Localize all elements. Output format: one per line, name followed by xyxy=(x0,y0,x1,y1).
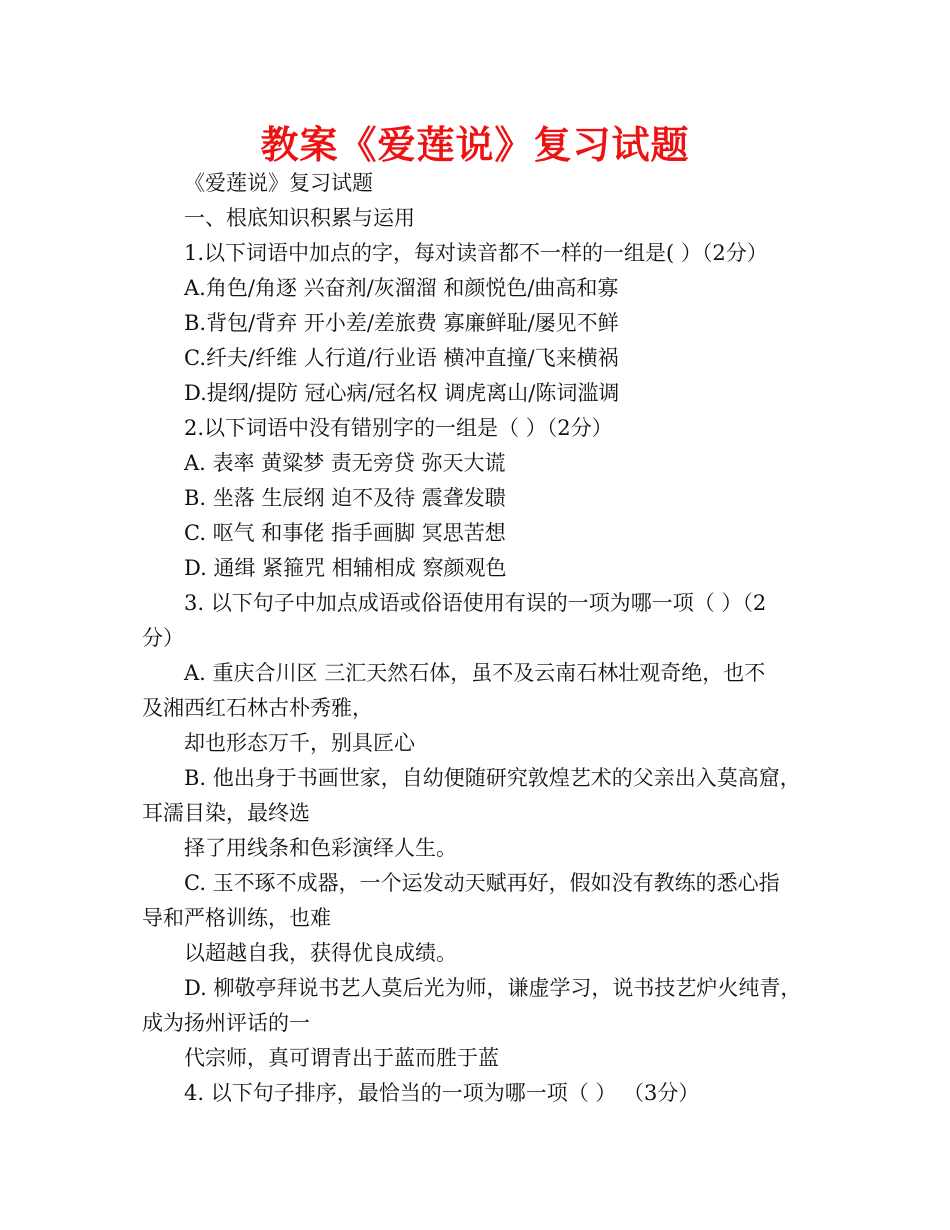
q1-option-c: C.纤夫/纤维 人行道/行业语 横冲直撞/飞来横祸 xyxy=(184,346,619,370)
q1-option-d: D.提纲/提防 冠心病/冠名权 调虎离山/陈词滥调 xyxy=(184,381,620,405)
page-title: 教案《爱莲说》复习试题 xyxy=(260,123,690,167)
q3-option-b: B. 他出身于书画世家，自幼便随研究敦煌艺术的父亲出入莫高窟， xyxy=(184,766,801,790)
question-4: 4. 以下句子排序，最恰当的一项为哪一项（ ） （3分） xyxy=(184,1081,700,1105)
q1-option-a: A.角色/角逐 兴奋剂/灰溜溜 和颜悦色/曲高和寡 xyxy=(184,276,619,300)
question-3: 3. 以下句子中加点成语或俗语使用有误的一项为哪一项（ ）（2 xyxy=(184,591,767,615)
q2-option-d: D. 通缉 紧箍咒 相辅相成 察颜观色 xyxy=(184,556,507,580)
q3-option-a-cont: 及湘西红石林古朴秀雅， xyxy=(142,696,373,720)
q3-option-d: D. 柳敬亭拜说书艺人莫后光为师，谦虚学习，说书技艺炉火纯青， xyxy=(184,976,802,1000)
section-heading: 一、根底知识积累与运用 xyxy=(184,206,415,230)
document-body xyxy=(142,166,814,1111)
question-3-cont: 分） xyxy=(142,626,184,650)
q3-option-c: C. 玉不琢不成器，一个运发动天赋再好，假如没有教练的悉心指 xyxy=(184,871,780,895)
subtitle: 《爱莲说》复习试题 xyxy=(184,171,373,195)
q3-option-a-cont2: 却也形态万千，别具匠心 xyxy=(184,731,415,755)
question-1: 1.以下词语中加点的字，每对读音都不一样的一组是( ）（2分） xyxy=(184,241,768,265)
q3-option-c-cont: 导和严格训练，也难 xyxy=(142,906,331,930)
q2-option-a: A. 表率 黄粱梦 责无旁贷 弥天大谎 xyxy=(184,451,506,475)
q2-option-b: B. 坐落 生辰纲 迫不及待 震聋发聩 xyxy=(184,486,506,510)
q2-option-c: C. 呕气 和事佬 指手画脚 冥思苦想 xyxy=(184,521,506,545)
q3-option-d-cont: 成为扬州评话的一 xyxy=(142,1011,310,1035)
q3-option-c-cont2: 以超越自我，获得优良成绩。 xyxy=(184,941,457,965)
q1-option-b: B.背包/背弃 开小差/差旅费 寡廉鲜耻/屡见不鲜 xyxy=(184,311,619,335)
q3-option-b-cont: 耳濡目染，最终选 xyxy=(142,801,310,825)
q3-option-d-cont2: 代宗师，真可谓青出于蓝而胜于蓝 xyxy=(184,1046,499,1070)
q3-option-a: A. 重庆合川区 三汇天然石体，虽不及云南石林壮观奇绝，也不 xyxy=(184,661,766,685)
q3-option-b-cont2: 择了用线条和色彩演绎人生。 xyxy=(184,836,457,860)
question-2: 2.以下词语中没有错别字的一组是（ ）（2分） xyxy=(184,416,613,440)
